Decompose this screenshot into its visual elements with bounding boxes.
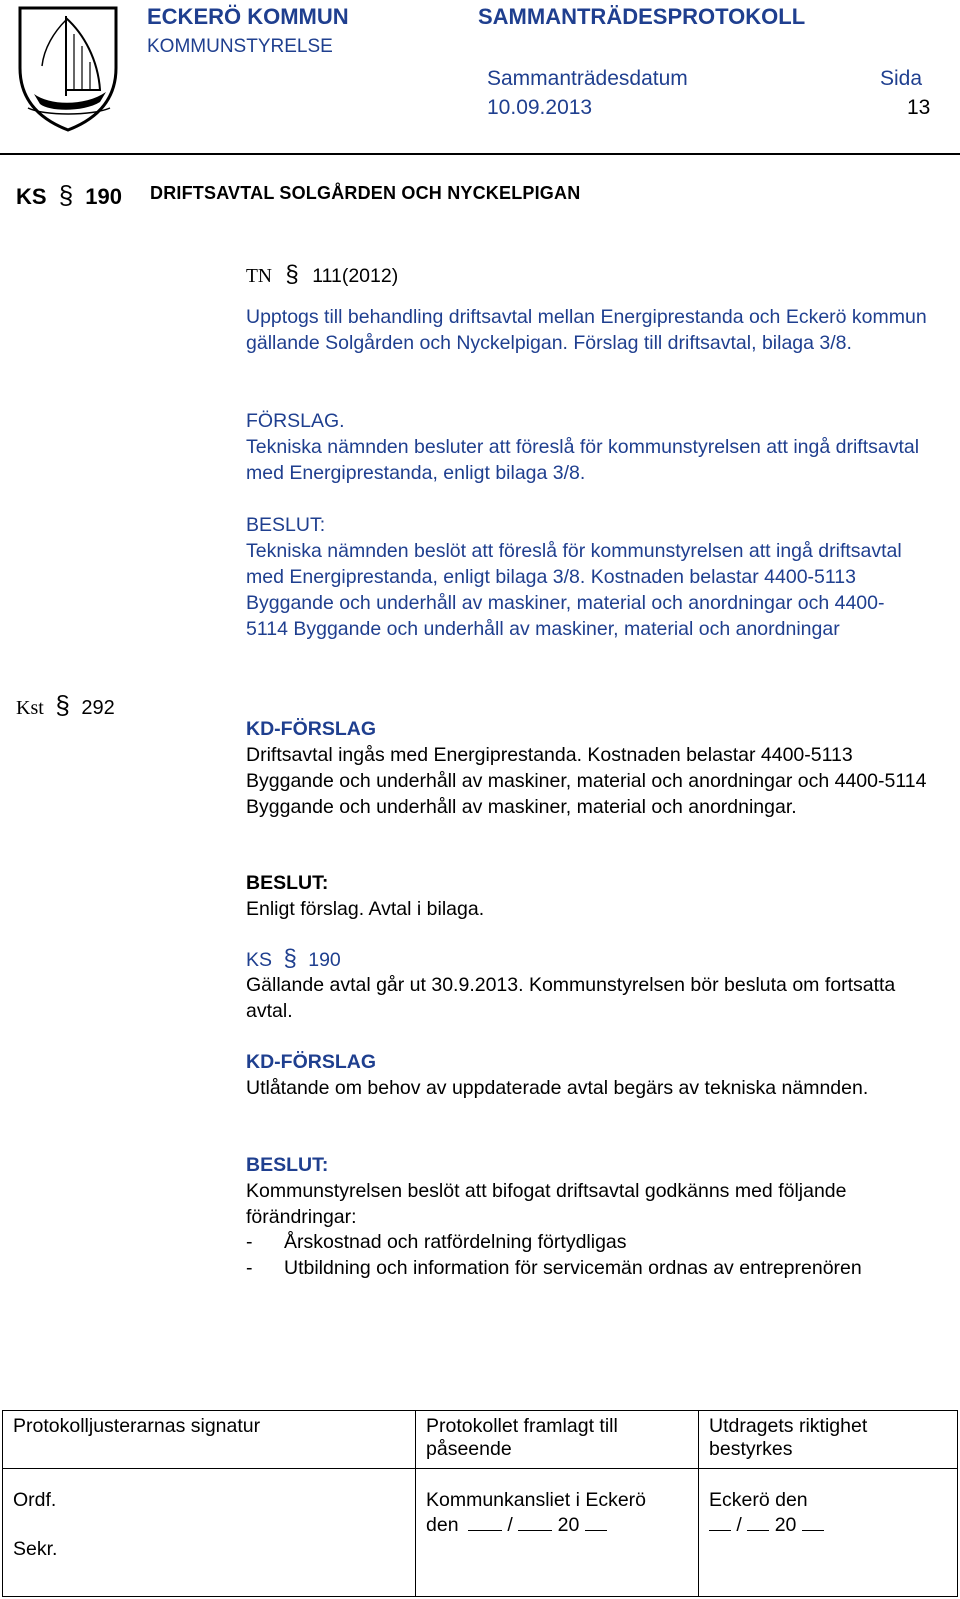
section-sign-icon: § — [283, 945, 297, 972]
ks-ref: KS § 190 — [246, 945, 341, 972]
section-ks-ref: KS § 190 — [16, 180, 122, 210]
kst-beslut-label: BESLUT: — [246, 872, 329, 894]
sekr-label: Sekr. — [13, 1538, 58, 1560]
list-item: - Utbildning och information för servicemän ordnas av entreprenören — [246, 1257, 862, 1279]
org-name: ECKERÖ KOMMUN — [147, 4, 349, 29]
col-published-header: Protokollet framlagt till påseende — [416, 1411, 699, 1469]
signature-table — [2, 1410, 958, 1597]
kst-beslut-text: Enligt förslag. Avtal i bilaga. — [246, 898, 485, 920]
body-name: KOMMUNSTYRELSE — [147, 36, 333, 57]
ks-changes-list — [246, 1229, 936, 1281]
kst-ref: Kst § 292 — [16, 690, 115, 720]
ks-beslut-label: BESLUT: — [246, 1154, 329, 1176]
tn-beslut-text: Tekniska nämnden beslöt att föreslå för kommunstyrelsen att ingå driftsavtal med Energiprestanda, enligt bilaga 3/8. Kostnaden belastar 4400-5113 Byggande och underhåll av maskiner, material och anordningar och 4400-5114 Byggande och underhåll av maskiner, material och anordningar — [246, 540, 902, 640]
doc-type: SAMMANTRÄDESPROTOKOLL — [478, 4, 806, 29]
tn-beslut-label: BESLUT: — [246, 514, 326, 536]
ks-text: Gällande avtal går ut 30.9.2013. Kommunstyrelsen bör besluta om fortsatta avtal. — [246, 974, 896, 1022]
certify-date: / 20 — [709, 1512, 947, 1537]
col-certify-header: Utdragets riktighet bestyrkes — [699, 1411, 958, 1469]
list-item: - Årskostnad och ratfördelning förtydligas — [246, 1231, 627, 1253]
certify-cell — [699, 1469, 958, 1597]
page-number: 13 — [907, 96, 931, 119]
ks-kd-label: KD-FÖRSLAG — [246, 1051, 376, 1073]
ks-beslut-text: Kommunstyrelsen beslöt att bifogat driftsavtal godkänns med följande förändringar: — [246, 1180, 847, 1228]
ordf-label: Ordf. — [13, 1489, 57, 1511]
crest-icon — [14, 4, 122, 132]
section-sign-icon: § — [58, 180, 74, 210]
signature-cell — [3, 1469, 416, 1597]
col-signature-header: Protokolljusterarnas signatur — [3, 1411, 416, 1469]
ks-kd-text: Utlåtande om behov av uppdaterade avtal begärs av tekniska nämnden. — [246, 1077, 869, 1099]
location-text: Kommunkansliet i Eckerö — [426, 1489, 647, 1511]
tn-intro: Upptogs till behandling driftsavtal mellan Energiprestanda och Eckerö kommun gällande Solgården och Nyckelpigan. Förslag till driftsavtal, bilaga 3/8. — [246, 306, 927, 354]
kst-kd-label: KD-FÖRSLAG — [246, 718, 376, 740]
section-sign-icon: § — [55, 690, 70, 720]
tn-ref: TN § 111(2012) — [246, 261, 399, 288]
published-date: den / 20 — [426, 1512, 688, 1537]
date-label: Sammanträdesdatum — [487, 67, 688, 90]
header-rule — [0, 153, 960, 155]
tn-forslag-label: FÖRSLAG. — [246, 410, 345, 432]
certify-text: Eckerö den — [709, 1489, 808, 1511]
published-cell — [416, 1469, 699, 1597]
tn-forslag-text: Tekniska nämnden besluter att föreslå för kommunstyrelsen att ingå driftsavtal med Energiprestanda, enligt bilaga 3/8. — [246, 436, 920, 484]
section-title: DRIFTSAVTAL SOLGÅRDEN OCH NYCKELPIGAN — [150, 183, 581, 203]
date-value: 10.09.2013 — [487, 96, 593, 119]
kst-kd-text: Driftsavtal ingås med Energiprestanda. Kostnaden belastar 4400-5113 Byggande och underhåll av maskiner, material och anordningar och 4400-5114 Byggande och underhåll av maskiner, material och anordningar. — [246, 744, 927, 818]
page-label: Sida — [880, 67, 923, 90]
section-sign-icon: § — [285, 261, 299, 288]
